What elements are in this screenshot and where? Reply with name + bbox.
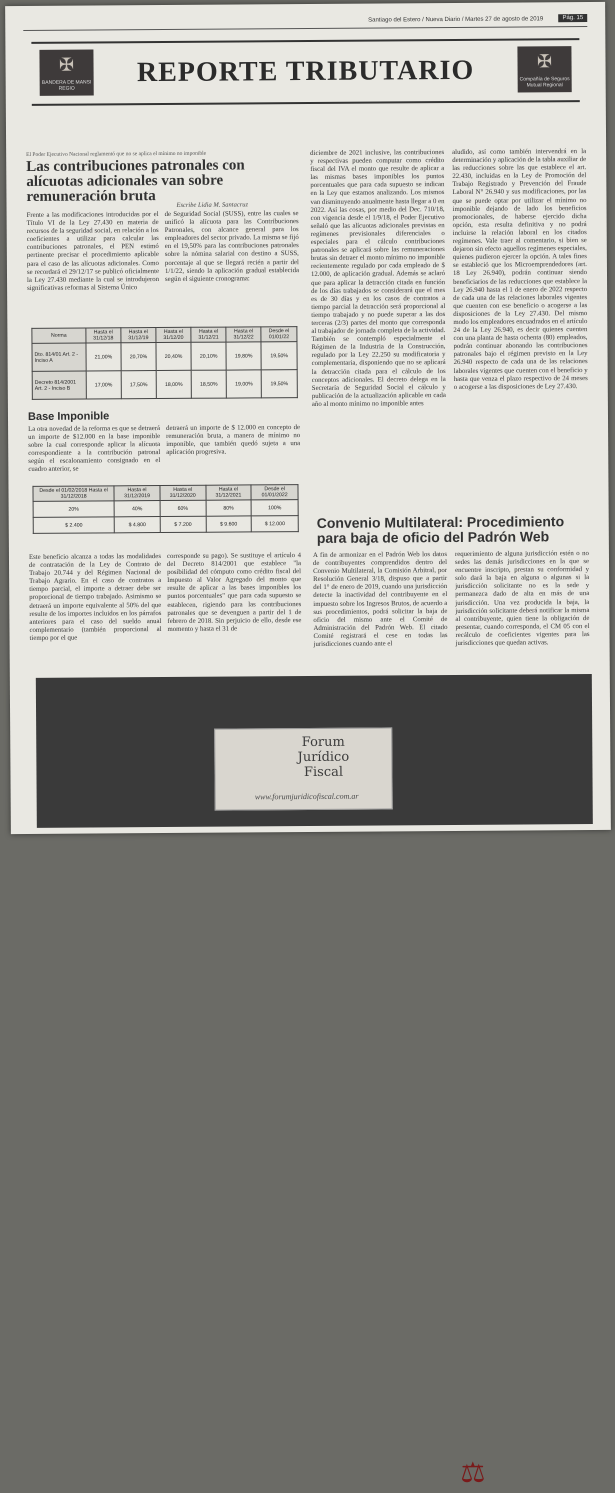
- table-cell: 20,40%: [156, 342, 191, 370]
- scales-logo-icon: ⚖: [460, 1457, 486, 1489]
- table-header-cell: Hasta el 31/12/22: [226, 327, 261, 342]
- table-cell: 20,10%: [191, 342, 226, 370]
- table-cell: 21,00%: [86, 343, 121, 371]
- table-row: [33, 500, 298, 518]
- table-cell: 19,80%: [226, 342, 261, 370]
- table-cell: $ 7.200: [160, 516, 206, 532]
- ad-line-3: Fiscal: [303, 764, 344, 781]
- byline: Escribe Lidia M. Santacruz: [176, 201, 249, 209]
- table-cell: 19,50%: [261, 370, 297, 398]
- page-top-line: [23, 12, 587, 31]
- section-heading: Base Imponible: [27, 410, 110, 423]
- ad-line-1: Forum: [301, 734, 345, 751]
- eagle-emblem-icon: ✠: [58, 54, 75, 75]
- table-header-cell: Desde el 01/01/2022: [251, 485, 298, 500]
- table-header-cell: Hasta el 31/12/21: [191, 327, 226, 342]
- article2-column-2: requerimiento de alguna jurisdicción estén o no sedes las demás jurisdicciones en la que se encuentre inscripto, prestan su conformidad y solo dará la baja en alguna o algunas si la jurisdicción solicitante no es la sede y permanezca dado de alta en más de una jurisdicción. Una vez producida la baja, la jurisdicción solicitante deberá notificar la misma al contribuyente, quien tiene la obligación de presentar, cuando corresponda, el CM 05 con el recálculo de coeficientes vigentes para las jurisdicciones que quedan activas.: [454, 550, 590, 648]
- table-row: [32, 342, 297, 372]
- table-cell: 18,50%: [191, 370, 226, 398]
- table-header-cell: Desde el 01/02/2018 Hasta el 31/12/2018: [33, 486, 114, 502]
- page-number-badge: Pág. 15: [558, 14, 587, 22]
- right-column-1: diciembre de 2021 inclusive, las contribuciones y respectivas pueden computar como crédito fiscal del IVA el monto que resulte de aplicar a las mismas bases imponibles los puntos porcentuales que para cada supuesto se indican en la Ley que estamos analizando. Los mismos van disminuyendo anualmente hasta llegar a 0 en 2022. Así las cosas, por medio del Dec. 710/18, con vigencia desde el 1/9/18, el Poder Ejecutivo señaló que las alícuotas adicionales previstas en regímenes previsionales diferenciales o especiales para el cálculo contribuciones patronales se aplicará sobre las remuneraciones brutas sin detraer el monto mínimo no imponible recientemente regulado por cada empleado de $ 12.000, de aplicación gradual. Además se aclaró que para aplicar la detracción citada en función de los días trabajados se considerará que el mes es de 30 días y en los casos de contratos a tiempo parcial la detracción será proporcional al tiempo trabajado y no puede superar a las dos terceras (2/3) partes del monto que corresponda al trabajador de jornada completa de la actividad. También se contempló especialmente el Régimen de la Industria de la Construcción, regulado por la Ley 22.250 su modificatoria y complementaria, disponiendo que no se aplicará la detracción citada para el cálculo de los conceptos adicionales. El decreto delega en la Secretaría de Seguridad Social el cálculo y publicación de la actualización aplicable en cada año al monto mínimo no imponible antes: [310, 149, 446, 408]
- bottom-column-2: corresponde su pago). Se sustituye el artículo 4 del Decreto 814/2001 que establece "la posibilidad del cómputo como crédito fiscal del Impuesto al Valor Agregado del monto que resulte de aplicar a las bases imponibles los puntos porcentuales" que para cada supuesto se establecen, rigiendo para las contribuciones patronales que se devenguen a partir del 1 de febrero de 2018. Sin perjuicio de ello, desde ese momento y hasta el 31 de: [166, 552, 302, 633]
- newspaper-page: [5, 2, 611, 1489]
- eagle-emblem-icon: ✠: [536, 51, 553, 72]
- ad-line-2: Jurídico: [297, 749, 350, 766]
- minimo-table: [32, 484, 298, 534]
- table-cell: 17,00%: [86, 371, 121, 399]
- base-column-1: La otra novedad de la reforma es que se detraerá un importe de $12.000 en la base imponible sobre la cual corresponde aplicar la alícuota correspondiente a la contribución patronal según el escalonamiento consignado en el cuadro anterior, se: [28, 425, 161, 474]
- article2-column-1: A fin de armonizar en el Padrón Web los datos de contribuyentes comprendidos dentro del Convenio Multilateral, la Comisión Arbitral, por Resolución General 3/18, dispuso que a partir del 1° de enero de 2019, cuando una jurisdicción detecte la inactividad del contribuyente en el impuesto sobre los Ingresos Brutos, de acuerdo a sus procedimientos, podrá solicitar la baja de oficio del mismo ante el Comité de Administración del Padrón Web. El citado Comité registrará el cese en todas las jurisdicciones cuando ante el: [312, 551, 448, 648]
- alicuota-table: [31, 326, 297, 400]
- left-logo-text: BANDERA DE MANSI REGIO: [41, 79, 92, 92]
- article2-headline: Convenio Multilateral: Procedimiento para baja de oficio del Padrón Web: [316, 513, 565, 546]
- table-header-cell: Hasta el 31/12/2020: [160, 485, 206, 500]
- table-cell: 19,00%: [226, 370, 261, 398]
- table-cell: $ 12.000: [251, 516, 298, 532]
- table-cell: 17,50%: [121, 371, 156, 399]
- article-column-1: Frente a las modificaciones introducidas por el Título VI de la Ley 27.430 en materia de recursos de la seguridad social, en relación a los coeficientes a utilizar para calcular las contribuciones patronales, el PEN estimó pertinente precisar el procedimiento aplicable para el caso de las alícuotas adicionales. Como se recordará el 29/12/17 se publicó oficialmente la Ley 27.430 mediante la cual se introdujeron significativas reformas al Sistema Único: [26, 211, 160, 292]
- table-header-cell: Hasta el 31/12/2019: [114, 486, 160, 501]
- table-cell: $ 2.400: [33, 517, 114, 534]
- table-header-cell: Hasta el 31/12/18: [86, 328, 121, 343]
- article-column-2: de Seguridad Social (SUSS), entre las cuales se unificó la alícuota para las Contribuciones Patronales, con alcance general para los empleadores del sector privado. La misma se fijó en el 19,50% para las contribuciones patronales sobre la nómina salarial con destino a SUSS, porcentaje al que se llegará recién a partir del 1/1/22, siendo la aplicación gradual establecida según el siguiente cronograma:: [164, 210, 299, 283]
- table-row: [33, 516, 298, 534]
- table-header-cell: Norma: [32, 328, 86, 343]
- base-column-2: detraerá un importe de $ 12.000 en concepto de remuneración bruta, a manera de mínimo no imponible, que también quedó sujeta a una aplicación progresiva.: [166, 424, 301, 457]
- table-row: [32, 370, 297, 400]
- table-cell: 40%: [114, 501, 160, 517]
- table-cell: $ 4.800: [114, 517, 160, 533]
- article-kicker: El Poder Ejecutivo Nacional reglamentó que no se aplica el mínimo no imponible: [26, 150, 207, 158]
- table-cell: 80%: [206, 500, 252, 516]
- right-logo-text: Compañía de Seguros Mutual Regional: [519, 76, 570, 89]
- table-header-cell: Hasta el 31/12/20: [156, 327, 191, 342]
- row-label: Dto. 814/01 Art. 2 - Inciso A: [32, 343, 86, 371]
- right-column-2: aludido, así como también intervendrá en la determinación y aplicación de la tabla auxiliar de las reducciones sobre las que establece el art. 22.430, incluidas en la Ley de Promoción del Trabajo Registrado y Prevención del Fraude Laboral N° 26.940 y sus modificaciones, por las que se puede optar por utilizar el mínimo no imponible dejando de lado los beneficios promocionales, de haberse ejercido dicha opción, esta resulta definitiva y no podrá incluirse la relación laboral en los citados regímenes. Vale traer al comentario, si bien se dejaron sin efecto aquellos regímenes especiales, quienes pudieron ejercer la opción. A tales fines se estableció que los Microemprendedores (art. 18 Ley 26.940), podrán continuar siendo beneficiarios de las reducciones que establece la Ley 26.940 hasta el 1 de enero de 2022 respecto de cada una de las relaciones laborales vigentes que cuenten con ese beneficio o acogerse a las disposiciones de la Ley 27.430. Del mismo modo los empleadores encuadrados en el artículo 24 de la Ley 26.940, es decir quienes cuenten con una planta de hasta ochenta (80) empleados, podrán continuar abonando las contribuciones patronales bajo el régimen previsto en la Ley 26.940 respecto de cada una de las relaciones laborales vigentes que cuenten con el beneficio y hasta que venza el plazo respectivo de 24 meses o acogerse a las disposiciones de Ley 27.430.: [452, 148, 588, 391]
- table-header-cell: Hasta el 31/12/2021: [206, 485, 252, 500]
- date-line: Santiago del Estero / Nueva Diario / Martes 27 de agosto de 2019: [368, 16, 544, 24]
- masthead-title: REPORTE TRIBUTARIO: [136, 54, 475, 89]
- table-cell: 100%: [251, 500, 298, 516]
- article-headline: Las contribuciones patronales con alícuotas adicionales van sobre remuneración bruta: [26, 157, 245, 205]
- table-cell: 19,50%: [261, 342, 297, 370]
- table-cell: $ 9.600: [206, 516, 252, 532]
- ad-website-link[interactable]: www.forumjuridicofiscal.com.ar: [254, 791, 359, 802]
- table-cell: 20,70%: [121, 343, 156, 371]
- right-logo: [517, 46, 571, 92]
- table-header-cell: Hasta el 31/12/19: [121, 328, 156, 343]
- table-cell: 60%: [160, 500, 206, 516]
- bottom-column-1: Este beneficio alcanza a todas las modalidades de contratación de la Ley de Contrato de Trabajo 20.744 y del Régimen Nacional de Trabajo Agrario. En el caso de contratos a tiempo parcial, el importe a detraer debe ser proporcional de tiempo trabajado. Asimismo se detraerá un importe equivalente al 50% del que resulte de los importes incluidos en los párrafos anteriores para el caso del sueldo anual complementario (también proporcional al tiempo por el que: [28, 553, 162, 642]
- table-header-cell: Desde el 01/01/22: [261, 327, 297, 342]
- row-label: Decreto 814/2001 Art. 2 - Inciso B: [32, 371, 86, 399]
- table-cell: 18,00%: [156, 370, 191, 398]
- masthead: [31, 38, 579, 106]
- table-cell: 20%: [33, 501, 114, 518]
